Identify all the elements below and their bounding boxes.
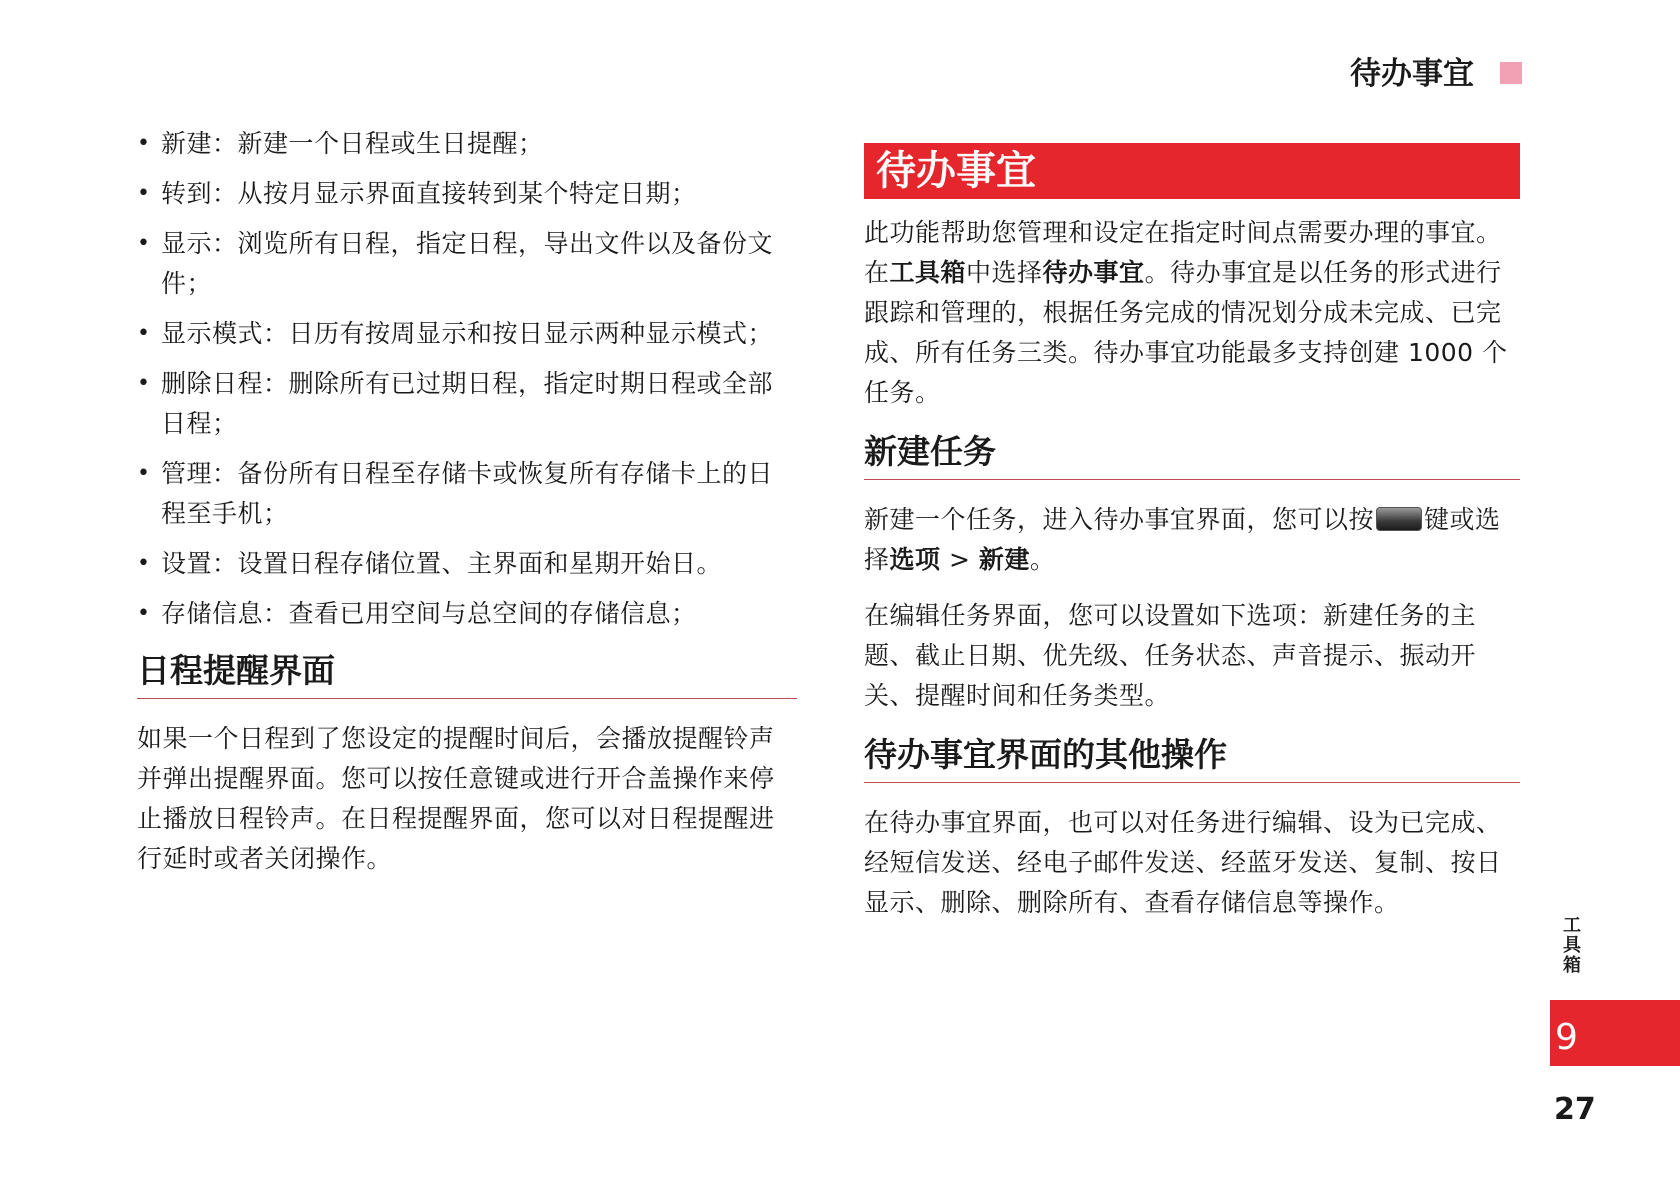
list-item: • 管理：备份所有日程至存储卡或恢复所有存储卡上的日程至手机； [137, 454, 797, 534]
new-task-text: 新建一个任务，进入待办事宜界面，您可以按 [864, 505, 1375, 534]
feature-list [137, 124, 797, 634]
list-item: • 新建：新建一个日程或生日提醒； [137, 124, 797, 164]
intro-text: 。待办事宜是以任务的形式进行跟踪和管理的，根据任务完成的情况划分成未完成、已完成、所有任务三类。待办事宜功能最多支持创建 1000 个任务。 [864, 258, 1508, 407]
intro-paragraph [864, 213, 1520, 413]
new-task-paragraph [864, 500, 1520, 580]
reminder-paragraph: 如果一个日程到了您设定的提醒时间后，会播放提醒铃声并弹出提醒界面。您可以按任意键或进行开合盖操作来停止播放日程铃声。在日程提醒界面，您可以对日程提醒进行延时或者关闭操作。 [137, 724, 775, 873]
list-item: • 显示：浏览所有日程，指定日程，导出文件以及备份文件； [137, 224, 797, 304]
section-heading-new-task: 新建任务 [864, 429, 1520, 480]
intro-text: 此功能帮助您管理和设定在指定时间点需要办理的事宜。在 [864, 218, 1502, 287]
bold-term: 工具箱 [889, 258, 967, 287]
section-heading-reminder: 日程提醒界面 [137, 648, 797, 699]
page-number: 27 [1554, 1092, 1596, 1127]
header-marker [1500, 62, 1522, 84]
chapter-banner: 待办事宜 [864, 143, 1520, 199]
list-item: • 删除日程：删除所有已过期日程，指定时期日程或全部日程； [137, 364, 797, 444]
bold-term: 待办事宜 [1042, 258, 1145, 287]
left-column [137, 124, 797, 895]
section-heading-other-ops: 待办事宜界面的其他操作 [864, 732, 1520, 783]
menu-separator: > [940, 545, 979, 574]
list-item: • 设置：设置日程存储位置、主界面和星期开始日。 [137, 544, 797, 584]
new-task-text: 键或选择 [864, 505, 1501, 574]
running-header-title: 待办事宜 [1350, 56, 1474, 92]
chapter-number: 9 [1555, 1017, 1578, 1058]
other-ops-paragraph: 在待办事宜界面，也可以对任务进行编辑、设为已完成、经短信发送、经电子邮件发送、经蓝牙发送、复制、按日显示、删除、删除所有、查看存储信息等操作。 [864, 808, 1502, 917]
bold-term: 新建 [978, 545, 1030, 574]
edit-task-paragraph: 在编辑任务界面，您可以设置如下选项：新建任务的主题、截止日期、优先级、任务状态、声音提示、振动开关、提醒时间和任务类型。 [864, 601, 1477, 710]
bold-term: 选项 [889, 545, 941, 574]
list-item: • 转到：从按月显示界面直接转到某个特定日期； [137, 174, 797, 214]
right-column [864, 143, 1520, 939]
options-key-icon [1376, 507, 1422, 531]
list-item: • 存储信息：查看已用空间与总空间的存储信息； [137, 594, 797, 634]
list-item: • 显示模式：日历有按周显示和按日显示两种显示模式； [137, 314, 797, 354]
side-tab-label: 工具箱 [1563, 915, 1581, 976]
new-task-text: 。 [1029, 545, 1056, 574]
intro-text: 中选择 [966, 258, 1043, 287]
